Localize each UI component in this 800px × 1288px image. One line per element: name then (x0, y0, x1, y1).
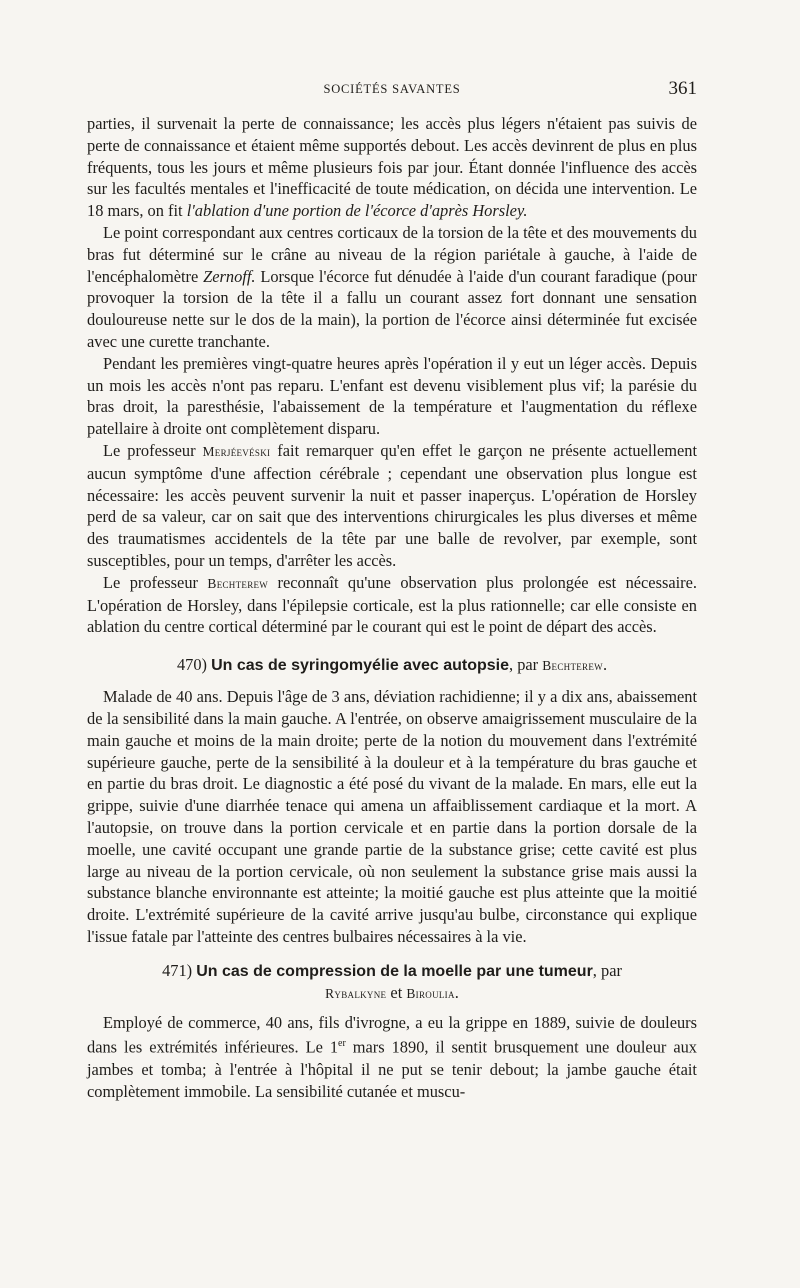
author-name: Rybalkyne (325, 985, 387, 1001)
italic-text: l'ablation d'une portion de l'écorce d'après Horsley. (186, 201, 528, 221)
author-name: Bechterew (207, 575, 269, 591)
paragraph: Pendant les premières vingt-quatre heures après l'opération il y eut un léger accès. Depuis un mois les accès n'ont pas reparu. L'enfant est devenu visiblement plus vif; la parésie du bras droit, la paresthésie, l'abaissement de la température et l'augmentation du réflexe patellaire à droite ont complètement disparu. (87, 353, 697, 439)
section-heading-470 (87, 654, 697, 676)
page-header (87, 80, 697, 102)
text-run: mars 1890, il sentit brusquement une douleur aux jambes et tomba; à l'entrée à l'hôpital il ne put se tenir debout; la jambe gauche était complètement immobile. La sensibilité cutanée et muscu- (87, 1037, 697, 1101)
page-body (87, 113, 697, 1102)
paragraph (87, 440, 697, 572)
paragraph (87, 1012, 697, 1103)
paragraph (87, 113, 697, 222)
section-heading-471 (87, 960, 697, 1004)
text-run: parties, il survenait la perte de connaissance; les accès plus légers n'étaient pas suivis de perte de connaissance et étaient même supportés debout. Les accès devinrent de plus en plus fréquents, tous les jours et même plusieurs fois par jour. Étant donnée l'influence des accès sur les facultés mentales et l'inefficacité de toute médication, on décida une intervention. Le 18 mars, on fit (87, 114, 697, 221)
author-name: Biroulia (406, 985, 455, 1001)
superscript: er (338, 1038, 346, 1050)
italic-text: Zernoff. (203, 266, 256, 286)
text-run: Le professeur (103, 572, 208, 592)
section-number: 471) (162, 960, 193, 980)
section-number: 470) (176, 655, 207, 675)
section-title: Un cas de syringomyélie avec autopsie (211, 657, 509, 675)
author-name: Bechterew (542, 658, 603, 674)
text-run: . (454, 982, 459, 1002)
text-run: Employé de commerce, 40 ans, fils d'ivrogne, a eu la grippe en 1889, suivie de douleurs dans les extrémités inférieures. Le 1 (87, 1012, 697, 1057)
running-title: SOCIÉTÉS SAVANTES (323, 82, 461, 96)
text-run: et (386, 982, 407, 1002)
text-run: , par (509, 655, 543, 675)
text-run: Lorsque l'écorce fut dénudée à l'aide d'un courant faradique (pour provoquer la torsion de la tête il a fallu un courant assez fort donnant une sensation douloureuse nette sur le dos de la main), la portion de l'écorce ainsi déterminée fut excisée avec une curette tranchante. (87, 266, 697, 351)
text-run: fait remarquer qu'en effet le garçon ne présente actuellement aucun symptôme d'une affection cérébrale ; cependant une observation plus longue est nécessaire: les accès peuvent survenir la nuit et passer inaperçus. L'opération de Horsley perd de sa valeur, car on sait que des interventions chirurgicales les plus diverses et même des traumatismes accidentels de la tête par une balle de revolver, par exemple, sont susceptibles, pour un temps, d'arrêter les accès. (87, 440, 698, 570)
text-run: . (602, 655, 608, 675)
text-run: reconnaît qu'une observation plus prolongée est nécessaire. L'opération de Horsley, dans l'épilepsie corticale, est la plus rationnelle; car elle consiste en ablation du centre cortical déterminé par le courant qui est le point de départ des accès. (87, 572, 698, 637)
paragraph (87, 572, 697, 638)
page-number: 361 (668, 78, 697, 99)
paragraph (87, 222, 697, 353)
text-run: Le professeur (103, 440, 203, 460)
text-run: Le point correspondant aux centres corticaux de la torsion de la tête et des mouvements du bras fut déterminé sur le crâne au niveau de la région pariétale à gauche, à l'aide de l'encéphalomètre (87, 222, 697, 286)
author-name: Merjéevéski (202, 443, 271, 459)
paragraph: Malade de 40 ans. Depuis l'âge de 3 ans, déviation rachidienne; il y a dix ans, abaissement de la sensibilité dans la main gauche. A l'entrée, on observe amaigrissement musculaire de la main gauche et moins de la main droite; perte de la notion du mouvement dans l'extrémité supérieure gauche, perte de la sensibilité à la douleur et à la température du bras gauche et en partie du bras droit. Le diagnostic a été posé du vivant de la malade. En mars, elle eut la grippe, suivie d'une diarrhée tenace qui amena un affaiblissement cardiaque et la mort. A l'autopsie, on trouve dans la portion cervicale et en partie dans la portion dorsale de la moelle, une cavité occupant une grande partie de la substance grise; cette cavité est plus large au niveau de la portion cervicale, où non seulement la substance grise mais aussi la substance blanche environnante est atteinte; la moitié gauche est plus atteinte que la moitié droite. L'extrémité supérieure de la cavité arrive jusqu'au bulbe, circonstance qui explique l'issue fatale par l'atteinte des centres bulbaires nécessaires à la vie. (87, 687, 697, 946)
section-title: Un cas de compression de la moelle par une tumeur (196, 962, 593, 980)
text-run: , par (592, 960, 622, 980)
